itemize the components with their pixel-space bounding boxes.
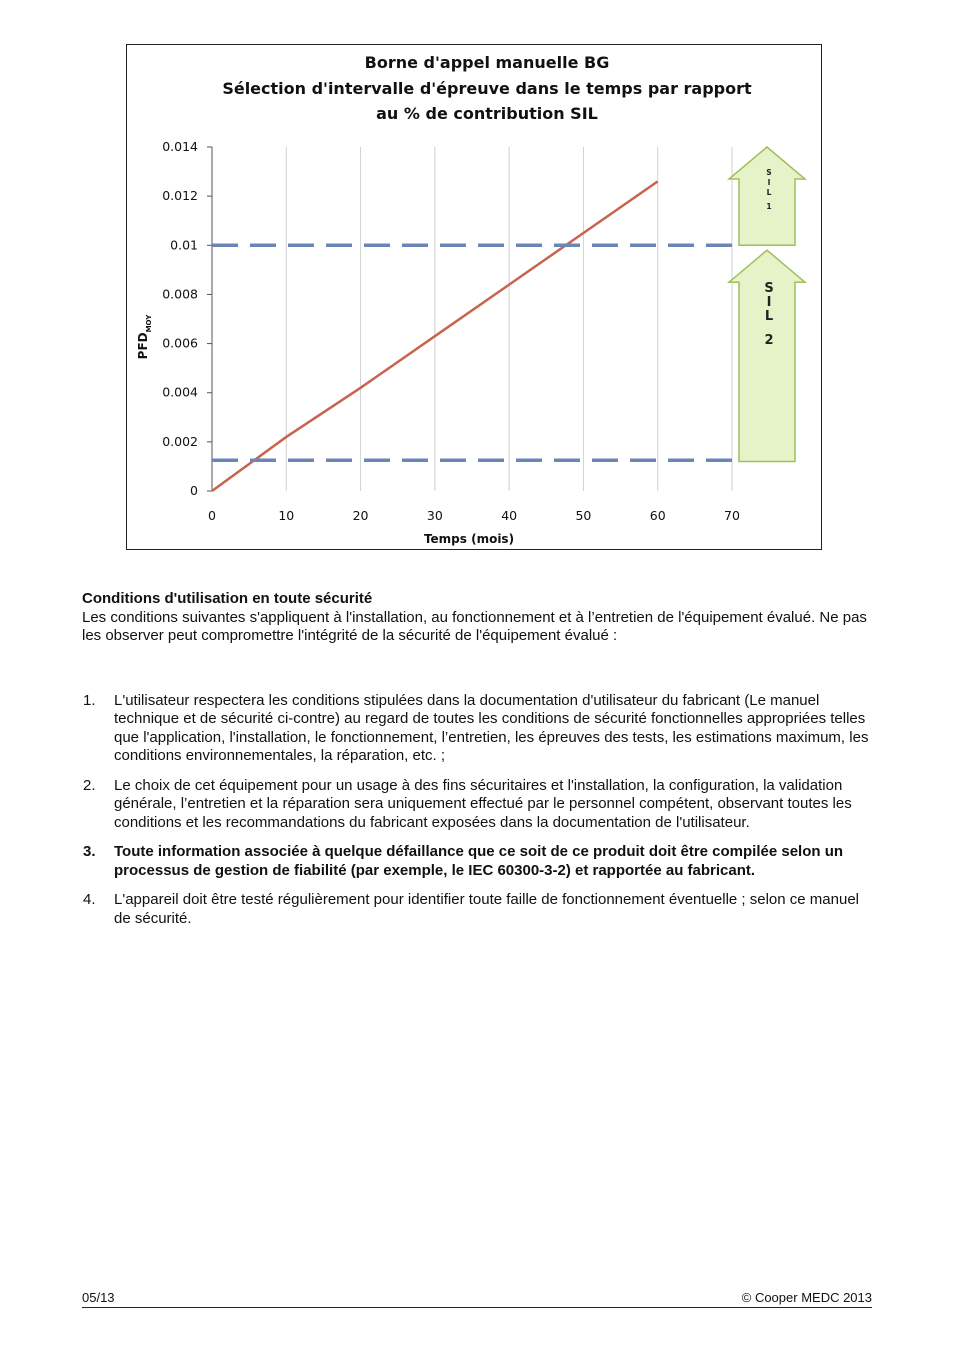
x-tick-label: 50 xyxy=(575,508,592,523)
safety-conditions-section xyxy=(82,590,872,939)
intro-paragraph: Les conditions suivantes s'appliquent à l'installation, au fonctionnement et à l’entretien de l'équipement évalué. Ne pas les observer peut compromettre l'intégrité de la sécurité de l'équipement évalué : xyxy=(82,608,867,644)
y-tick-label: 0.006 xyxy=(162,335,198,351)
conditions-list xyxy=(82,692,872,929)
y-axis-label-group xyxy=(136,314,153,360)
section-title: Conditions d'utilisation en toute sécurité xyxy=(82,590,373,607)
list-item xyxy=(82,891,872,928)
chart-title-line-2: Sélection d'intervalle d'épreuve dans le temps par rapport xyxy=(222,79,752,98)
y-axis-label: PFD xyxy=(136,332,150,360)
list-item-text: L'utilisateur respectera les conditions stipulées dans la documentation d'utilisateur du fabricant (Le manuel technique et de sécurité ci-contre) au regard de toutes les conditions de sécurité fonctionnelles appropriées telles que l'application, l'installation, le fonctionnement, l’entretien, les épreuves des tests, les estimations maximum, les conditions environnementales, la réparation, etc. ; xyxy=(114,691,869,764)
sil-arrow-letter: 2 xyxy=(764,333,774,349)
list-item-text: Le choix de cet équipement pour un usage à des fins sécuritaires et l'installation, la configuration, la validation générale, l’entretien et la réparation sera uniquement effectué par le personnel compétent, observant toutes les conditions et les recommandations du fabricant exposées dans la documentation de l'utilisateur. xyxy=(114,776,852,831)
sil-arrow-letter: L xyxy=(766,188,772,197)
list-item-number: 2. xyxy=(83,776,96,794)
footer-copyright: © Cooper MEDC 2013 xyxy=(741,1290,872,1305)
list-item-text: L'appareil doit être testé régulièrement pour identifier toute faille de fonctionnement éventuelle ; selon ce manuel de sécurité. xyxy=(114,891,859,927)
list-item xyxy=(82,692,872,766)
chart-title-line-3: au % de contribution SIL xyxy=(376,104,598,123)
y-tick-label: 0.004 xyxy=(162,384,198,400)
y-tick-label: 0.008 xyxy=(162,286,198,302)
list-item-number: 4. xyxy=(83,891,96,908)
sil-arrow-letter: I xyxy=(767,178,771,187)
sil-arrow-letter: I xyxy=(766,295,772,311)
sil-arrow-letter: S xyxy=(766,168,772,177)
list-item xyxy=(82,777,872,833)
chart-canvas xyxy=(127,45,821,549)
x-tick-label: 0 xyxy=(208,508,216,523)
y-tick-label: 0 xyxy=(190,483,198,498)
chart-title-line-1: Borne d'appel manuelle BG xyxy=(364,53,610,72)
y-tick-label: 0.01 xyxy=(170,237,198,253)
sil-arrow-letter: S xyxy=(764,281,774,297)
x-axis-label: Temps (mois) xyxy=(423,532,515,546)
sil-arrow-letter: 1 xyxy=(766,202,772,211)
x-tick-label: 20 xyxy=(352,508,369,523)
y-axis-label-subscript: MOY xyxy=(145,314,153,333)
chart-plot-area xyxy=(162,139,805,523)
footer-divider xyxy=(82,1307,872,1308)
svg-text:PFDMOY xyxy=(136,314,153,360)
list-item-number: 3. xyxy=(83,843,96,860)
list-item-text: Toute information associée à quelque défaillance que ce soit de ce produit doit être compilée selon un processus de gestion de fiabilité (par exemple, le IEC 60300-3-2) et rapportée au fabricant. xyxy=(114,843,844,879)
x-tick-label: 30 xyxy=(426,508,443,523)
y-tick-label: 0.014 xyxy=(162,139,198,154)
y-tick-label: 0.002 xyxy=(162,433,198,449)
x-tick-label: 70 xyxy=(724,508,740,523)
list-item xyxy=(82,843,872,880)
sil-arrow-letter: L xyxy=(764,309,774,325)
proof-test-chart xyxy=(126,44,822,550)
x-tick-label: 60 xyxy=(649,508,666,523)
y-tick-label: 0.012 xyxy=(162,188,198,204)
footer-date: 05/13 xyxy=(82,1290,115,1305)
list-item-number: 1. xyxy=(83,691,96,709)
x-tick-label: 10 xyxy=(278,508,295,523)
x-tick-label: 40 xyxy=(501,508,518,523)
